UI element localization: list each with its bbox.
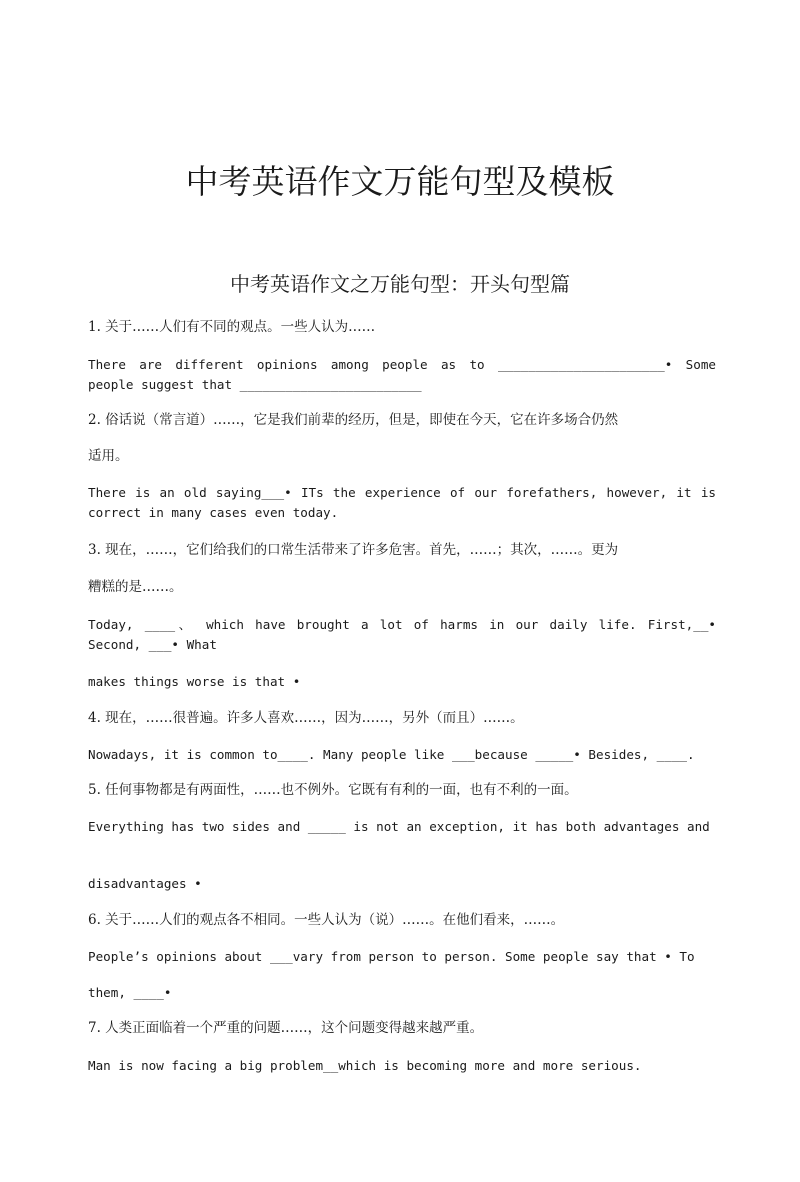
item-3-english-cont: makes things worse is that • (88, 674, 301, 689)
item-1-chinese: 1. 关于……人们有不同的观点。一些人认为…… (88, 319, 376, 335)
item-3-chinese-cont: 糟糕的是……。 (88, 579, 183, 595)
item-1-english: There are different opinions among people as to ______________________• Some people suggest that ________________________ (88, 357, 716, 392)
item-2-chinese-cont: 适用。 (88, 448, 129, 464)
item-7-english: Man is now facing a big problem__which is becoming more and more serious. (88, 1058, 642, 1073)
item-6-english-cont: them, ____• (88, 985, 172, 1000)
item-3-chinese: 3. 现在，……，它们给我们的口常生活带来了许多危害。首先，……；其次，……。更为 (88, 542, 619, 558)
item-6-english: People’s opinions about ___vary from person to person. Some people say that • To (88, 949, 695, 964)
item-4-chinese: 4. 现在，……很普遍。许多人喜欢……，因为……，另外（而且）……。 (88, 710, 524, 726)
item-3-english: Today, ____、 which have brought a lot of harms in our daily life. First,__• Second, ___• What (88, 617, 716, 652)
item-5-english-cont: disadvantages • (88, 876, 202, 891)
item-7-chinese: 7. 人类正面临着一个严重的问题……，这个问题变得越来越严重。 (88, 1020, 484, 1036)
item-6-chinese: 6. 关于……人们的观点各不相同。一些人认为（说）……。在他们看来，……。 (88, 912, 565, 928)
section-subtitle: 中考英语作文之万能句型：开头句型篇 (230, 272, 570, 296)
item-5-chinese: 5. 任何事物都是有两面性，……也不例外。它既有有利的一面，也有不利的一面。 (88, 782, 578, 798)
item-2-chinese: 2. 俗话说（常言道）……，它是我们前辈的经历，但是，即使在今天，它在许多场合仍然 (88, 412, 619, 428)
document-title: 中考英语作文万能句型及模板 (185, 162, 615, 201)
item-5-english: Everything has two sides and _____ is not an exception, it has both advantages and (88, 819, 710, 834)
item-2-english: There is an old saying___• ITs the experience of our forefathers, however, it is correct in many cases even today. (88, 485, 716, 520)
item-4-english: Nowadays, it is common to____. Many people like ___because _____• Besides, ____. (88, 747, 695, 762)
